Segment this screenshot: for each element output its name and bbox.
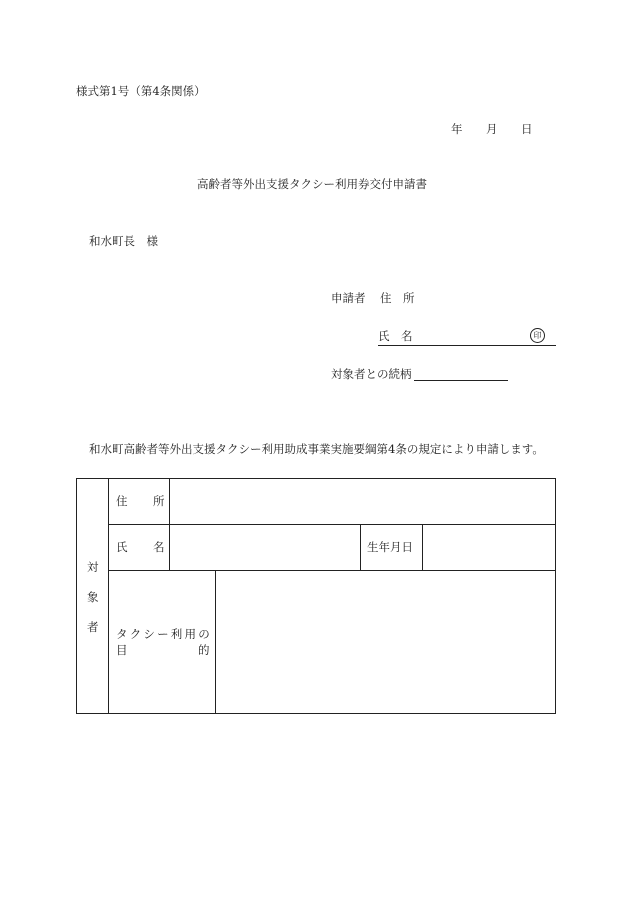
target-person-table — [76, 478, 556, 714]
addressee: 和水町長 様 — [89, 234, 158, 248]
label-column-divider — [169, 479, 170, 570]
row-divider-1 — [108, 524, 555, 525]
side-label-char-3: 者 — [87, 620, 99, 634]
page-title: 高齢者等外出支援タクシー利用券交付申請書 — [197, 177, 427, 191]
date-month-label: 月 — [486, 122, 498, 136]
address-label-char-1: 住 — [116, 494, 128, 508]
name-label-char-2: 名 — [153, 540, 165, 554]
purpose-label-line1: タクシー利用の — [116, 627, 212, 641]
name-underline — [378, 345, 556, 346]
relation-label: 対象者との続柄 — [331, 367, 412, 381]
application-statement: 和水町高齢者等外出支援タクシー利用助成事業実施要綱第4条の規定により申請します。 — [89, 442, 544, 456]
applicant-label: 申請者 — [331, 291, 366, 305]
relation-underline — [414, 380, 508, 381]
birthdate-label: 生年月日 — [367, 540, 413, 554]
date-day-label: 日 — [521, 122, 533, 136]
date-year-label: 年 — [451, 122, 463, 136]
birthdate-divider-left — [360, 524, 361, 570]
applicant-name-label: 氏 名 — [378, 329, 413, 343]
birthdate-divider-right — [422, 524, 423, 570]
applicant-address-label: 住 所 — [380, 291, 415, 305]
side-label-char-2: 象 — [87, 590, 99, 604]
row-divider-2 — [108, 570, 555, 571]
purpose-label-divider — [215, 570, 216, 713]
side-column-divider — [108, 479, 109, 713]
purpose-label-char-2: 的 — [198, 643, 210, 657]
name-label-char-1: 氏 — [116, 540, 128, 554]
seal-mark: 印 — [530, 328, 545, 343]
form-number: 様式第1号（第4条関係） — [76, 84, 206, 98]
purpose-label-char-1: 目 — [116, 643, 128, 657]
address-label-char-2: 所 — [153, 494, 165, 508]
side-label-char-1: 対 — [87, 560, 99, 574]
